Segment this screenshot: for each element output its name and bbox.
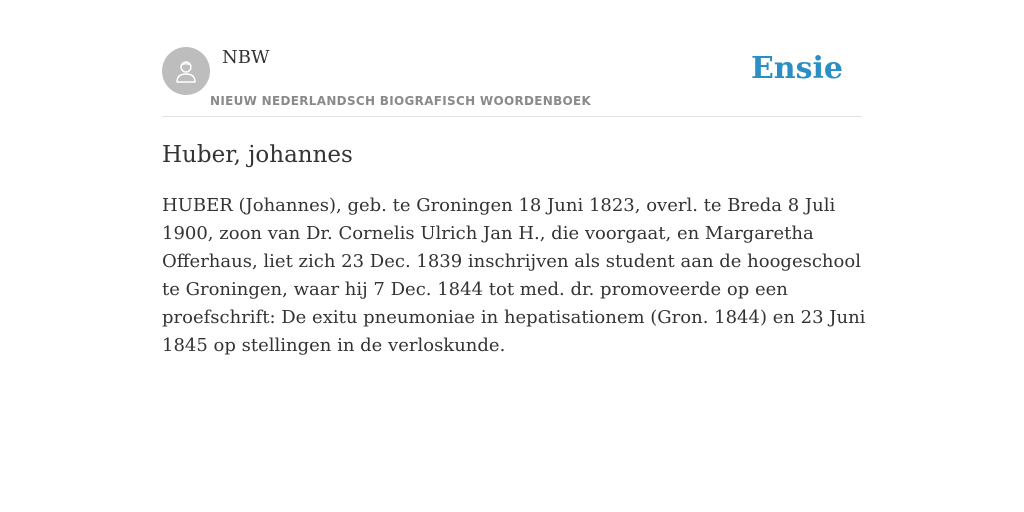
article-body: HUBER (Johannes), geb. te Groningen 18 Juni 1823, overl. te Breda 8 Juli 1900, zoon van Dr. Cornelis Ulrich Jan H., die voorgaat, en Margaretha Offerhaus, liet zich 23 Dec. 1839 inschrijven als student aan de hoogeschool te Groningen, waar hij 7 Dec. 1844 tot med. dr. promoveerde op een proefschrift: De exitu pneumoniae in hepatisationem (Gron. 1844) en 23 Juni 1845 op stellingen in de verloskunde. xyxy=(162,195,866,356)
source-full-name: NIEUW NEDERLANDSCH BIOGRAFISCH WOORDENBOEK xyxy=(210,94,592,108)
source-short-name[interactable]: NBW xyxy=(222,47,270,68)
source-avatar[interactable] xyxy=(162,47,210,95)
user-avatar-icon xyxy=(172,57,200,85)
source-header xyxy=(162,46,862,117)
ensie-logo[interactable]: Ensie xyxy=(750,51,843,86)
article-title: Huber, johannes xyxy=(162,142,353,168)
